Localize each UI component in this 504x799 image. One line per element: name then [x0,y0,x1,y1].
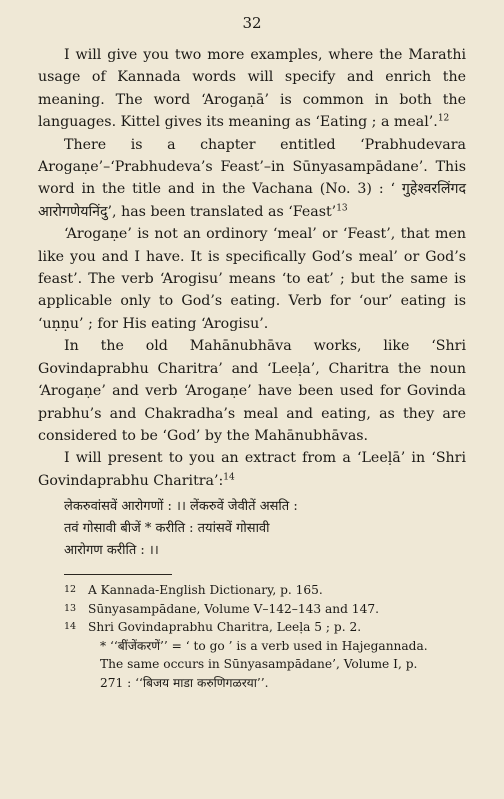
asterisk-note [38,637,466,693]
extract-line: लेकरुवांसवें आरोगणों : ।। लेंकरुवें जेवीतें असति : [64,499,298,515]
footnote-number: 14 [64,621,77,633]
paragraph: I will give you two more examples, where the Marathi usage of Kannada words will specify and enrich the meaning. The word ‘Arogaṇā’ is common in both the languages. Kittel gives its meaning as ‘Eating ; a meal’.$^{12}$ [38,47,466,131]
paragraph: There is a chapter entitled ‘Prabhudevara Arogaṇe’–‘Prabhudeva’s Feast’–in Sūnyasampādane’. This word in the title and in the Vachana (No. 3) : ‘ गुहेश्वरलिंगद आरोगणेयनिंदु’, has been translated as ‘Feast’$^{13}$ [38,136,466,220]
note-line: * ‘‘बींजेंकरणें’’ = ‘ to go ’ is a verb used in Hajegannada. [100,638,428,653]
footnote [38,618,466,637]
footnote-divider [64,574,172,575]
footnote-number: 12 [64,584,77,596]
extract-line: तवं गोसावी बीजें * करीति : तयांसवें गोसावी [64,521,270,537]
body-text [38,44,466,492]
note-line: The same occurs in Sūnyasampādane’, Volume I, p. [100,657,418,672]
footnote-text: Shri Govindaprabhu Charitra, Leeḷa 5 ; p. 2. [88,620,362,635]
note-line: 271 : ‘‘बिजय माडा करुणिगळरया’’. [100,675,269,690]
marathi-extract [64,496,466,562]
paragraph: I will present to you an extract from a ‘Leeḷā’ in ‘Shri Govindaprabhu Charitra’:$^{14}$ [38,450,466,489]
paragraph: ‘Arogaṇe’ is not an ordinory ‘meal’ or ‘Feast’, that men like you and I have. It is specifically God’s meal’ or God’s feast’. The verb ‘Arogisu’ means ‘to eat’ ; but the same is applicable only to God’s eating. Verb for ‘our’ eating is ‘uṇṇu’ ; for His eating ‘Arogisu’. [38,226,466,332]
extract-line: आरोगण करीति : ।। [64,543,159,559]
footnotes [38,581,466,692]
footnote-number: 13 [64,602,77,614]
footnote-ref: 14 [223,471,235,482]
footnote [38,600,466,619]
footnote-ref: 13 [336,203,348,214]
footnote-ref: 12 [437,113,450,124]
footnote [38,581,466,600]
paragraph: In the old Mahānubhāva works, like ‘Shri Govindaprabhu Charitra’ and ‘Leeḷa’, Charitra the noun ‘Arogaṇe’ and verb ‘Arogaṇe’ have been used for Govinda prabhu’s and Chakradha’s meal and eating, as they are considered to be ‘God’ by the Mahānubhāvas. [38,338,466,444]
footnote-text: A Kannada-English Dictionary, p. 165. [88,583,323,598]
page-number: 32 [242,14,262,32]
footnote-text: Sūnyasampādane, Volume V–142–143 and 147. [88,601,379,616]
